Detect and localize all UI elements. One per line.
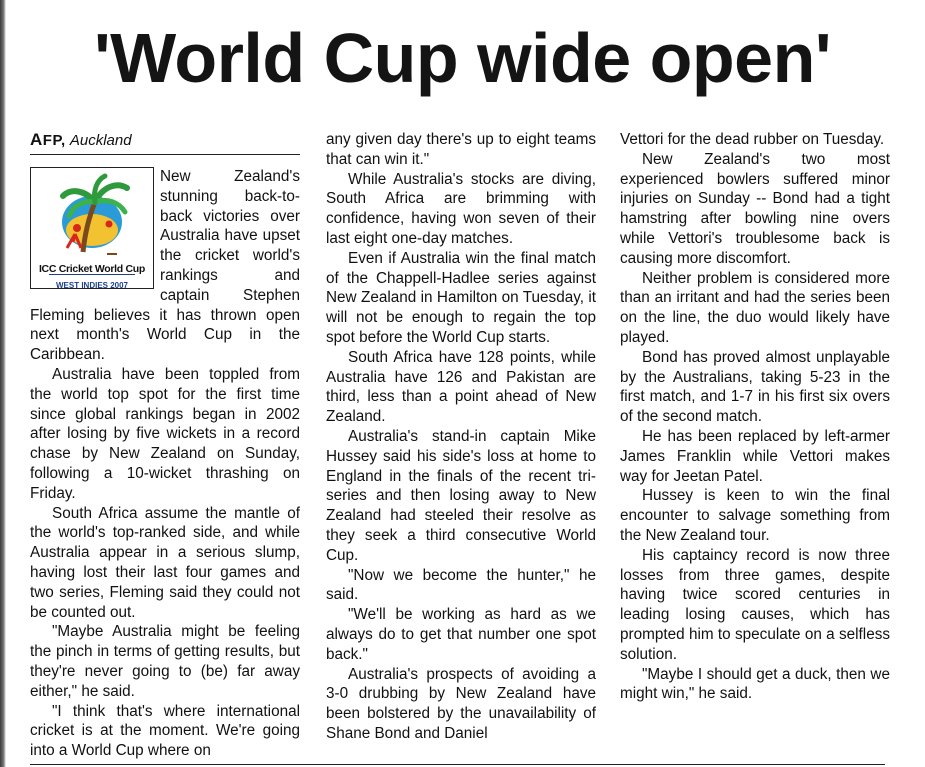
- paragraph: "I think that's where international cricket is at the moment. We're going into a World Cup where on: [30, 702, 300, 760]
- paragraph: Even if Australia win the final match of the Chappell-Hadlee series against New Zealand in Hamilton on Tuesday, it will not be enough to regain the top spot before the World Cup starts.: [326, 249, 596, 346]
- paragraph: Hussey is keen to win the final encounter to salvage something from the New Zealand tour.: [620, 487, 890, 544]
- paragraph: Neither problem is considered more than an irritant and had the series been on the line, the duo would likely have played.: [620, 269, 890, 346]
- paragraph: He has been replaced by left-armer James Franklin while Vettori makes way for Jeetan Patel.: [620, 427, 890, 485]
- byline-agency: AFP,: [30, 130, 66, 149]
- logo-subtitle: WEST INDIES 2007: [49, 274, 135, 296]
- headline-area: [0, 0, 925, 115]
- page-edge-shadow: [0, 0, 6, 767]
- bottom-rule: [30, 764, 885, 765]
- paragraph: Australia's stand-in captain Mike Hussey said his side's loss at home to England in the finals of the recent tri-series and then losing away to New Zealand had steeled their resolve as they seek a third consecutive World Cup.: [326, 427, 596, 564]
- paragraph: "Now we become the hunter," he said.: [326, 566, 596, 604]
- paragraph: New Zealand's two most experienced bowlers suffered minor injuries on Sunday -- Bond had a tight hamstring after bowling nine overs while Vettori's troublesome back is causing more discomfort.: [620, 150, 890, 267]
- headline: 'World Cup wide open': [93, 18, 831, 97]
- paragraph: "Maybe I should get a duck, then we might win," he said.: [620, 665, 890, 703]
- paragraph: While Australia's stocks are diving, South Africa are brimming with confidence, having won seven of their last eight one-day matches.: [326, 170, 596, 247]
- palm-tree-icon: [37, 172, 147, 260]
- column-1: [30, 130, 300, 761]
- column-2: [326, 130, 596, 744]
- paragraph: Australia have been toppled from the world top spot for the first time since global rankings began in 2002 after losing by five wickets in a record chase by New Zealand on Sunday, following a 10-wicket thrashing on Friday.: [30, 365, 300, 502]
- paragraph: South Africa have 128 points, while Australia have 126 and Pakistan are third, less than a point ahead of New Zealand.: [326, 348, 596, 426]
- byline-city: Auckland: [69, 132, 132, 149]
- paragraph: Australia's prospects of avoiding a 3-0 drubbing by New Zealand have been bolstered by the unavailability of Shane Bond and Daniel: [326, 665, 596, 742]
- world-cup-logo: [30, 167, 154, 289]
- dateline: [30, 130, 300, 155]
- paragraph: South Africa assume the mantle of the world's top-ranked side, and while Australia appear in a serious slump, having lost their last four games and two series, Fleming said they could not be counted out.: [30, 504, 300, 621]
- paragraph: New Zealand's stunning back-to-back victories over Australia have upset the cricket world's rankings and captain Stephen Fleming believes it has thrown open next month's World Cup in the Caribbean.: [30, 168, 300, 364]
- paragraph: His captaincy record is now three losses from three games, despite having twice scored centuries in leading losing causes, which has prompted him to speculate on a selfless solution.: [620, 546, 890, 663]
- paragraph: Bond has proved almost unplayable by the Australians, taking 5-23 in the first match, and 1-7 in his first six overs of the second match.: [620, 348, 890, 426]
- paragraph: any given day there's up to eight teams that can win it.": [326, 131, 596, 168]
- paragraph: "We'll be working as hard as we always do to get that number one spot back.": [326, 606, 596, 663]
- logo-title: ICC Cricket World Cup: [38, 263, 146, 275]
- column-3: [620, 130, 890, 704]
- paragraph: Vettori for the dead rubber on Tuesday.: [620, 131, 885, 148]
- paragraph: "Maybe Australia might be feeling the pinch in terms of getting results, but they're never going to (be) far away either," he said.: [30, 623, 300, 700]
